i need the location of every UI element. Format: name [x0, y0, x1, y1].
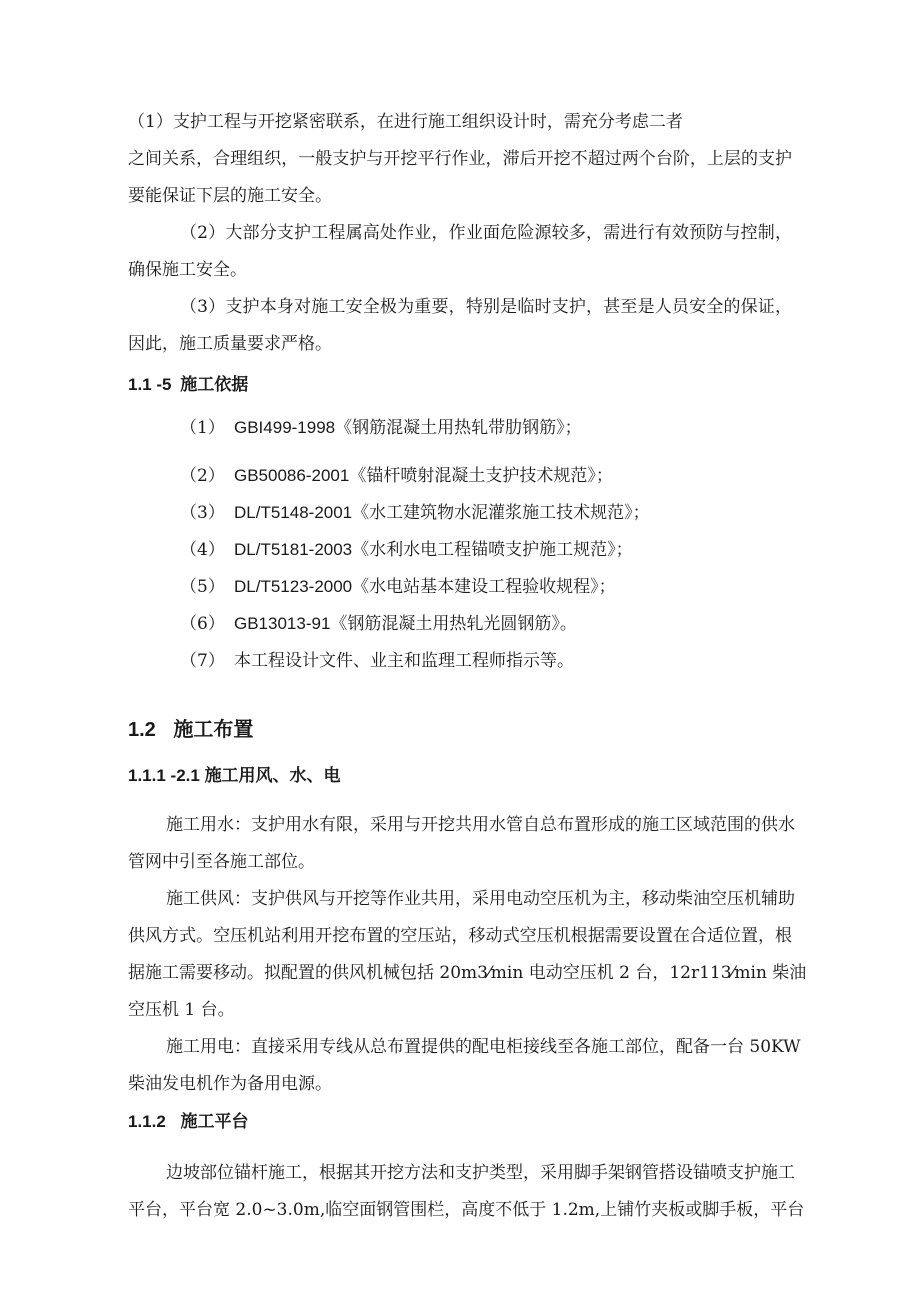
intro-p2-line2: 确保施工安全。: [128, 260, 247, 280]
section-heading-layout: [128, 718, 253, 742]
reference-title: 《水工建筑物水泥灌浆施工技术规范》；: [352, 503, 650, 523]
air-line1: 施工供风：支护供风与开挖等作业共用，采用电动空压机为主，移动柴油空压机辅助: [166, 889, 795, 909]
reference-item: [180, 649, 574, 673]
reference-number: （5）: [180, 577, 225, 597]
intro-p1-line2: 之间关系，合理组织，一般支护与开挖平行作业，滞后开挖不超过两个台阶，上层的支护: [128, 149, 792, 169]
section-title: 施工用风、水、电: [204, 766, 341, 785]
air-line4: 空压机 1 台。: [128, 1000, 235, 1020]
section-heading-utilities: [128, 764, 341, 788]
reference-item: [180, 501, 650, 525]
reference-code: GBI499-1998: [234, 418, 336, 437]
reference-item: [180, 575, 616, 599]
air-line2: 供风方式。空压机站利用开挖布置的空压站，移动式空压机根据需要设置在合适位置，根: [128, 926, 792, 946]
platform-line1: 边坡部位锚杆施工，根据其开挖方法和支护类型，采用脚手架钢管搭设锚喷支护施工: [166, 1163, 795, 1183]
reference-title: 《钢筋混凝土用热轧光圆钢筋》。: [330, 614, 577, 634]
intro-p1-line3: 要能保证下层的施工安全。: [128, 186, 332, 206]
reference-item: [180, 538, 633, 562]
reference-code: DL/T5181-2003: [234, 540, 353, 559]
reference-title: 本工程设计文件、业主和监理工程师指示等。: [234, 651, 574, 671]
platform-line2: 平台，平台宽 2.0~3.0m,临空面钢管围栏，高度不低于 1.2m,上铺竹夹板或脚手板，平台: [128, 1200, 805, 1220]
reference-number: （7）: [180, 651, 225, 671]
reference-title: 《锚杆喷射混凝土支护技术规范》；: [349, 466, 613, 486]
section-number: 1.2: [128, 719, 156, 741]
reference-item: [180, 416, 582, 440]
power-line2: 柴油发电机作为备用电源。: [128, 1074, 332, 1094]
reference-item: [180, 612, 577, 636]
intro-p1-line1: （1）支护工程与开挖紧密联系，在进行施工组织设计时，需充分考虑二者: [128, 112, 683, 132]
section-title: 施工依据: [180, 375, 249, 394]
intro-p3-line2: 因此，施工质量要求严格。: [128, 334, 332, 354]
reference-code: DL/T5123-2000: [234, 577, 353, 596]
reference-code: GB50086-2001: [234, 466, 350, 485]
section-number: 1.1.1 -2.1: [128, 766, 200, 785]
air-line3: 据施工需要移动。拟配置的供风机械包括 20m3⁄min 电动空压机 2 台，12r113⁄min 柴油: [128, 963, 807, 983]
section-title: 施工平台: [180, 1112, 249, 1131]
reference-title: 《钢筋混凝土用热轧带肋钢筋》；: [335, 418, 582, 438]
section-number: 1.1 -5: [128, 375, 172, 394]
reference-number: （3）: [180, 503, 225, 523]
section-heading-platform: [128, 1110, 249, 1134]
reference-item: [180, 464, 613, 488]
section-heading-basis: [128, 373, 248, 397]
reference-code: GB13013-91: [234, 614, 331, 633]
reference-number: （2）: [180, 466, 225, 486]
water-line2: 管网中引至各施工部位。: [128, 852, 315, 872]
reference-title: 《水利水电工程锚喷支护施工规范》；: [352, 540, 633, 560]
reference-code: DL/T5148-2001: [234, 503, 353, 522]
reference-number: （4）: [180, 540, 225, 560]
section-title: 施工布置: [173, 719, 254, 741]
reference-title: 《水电站基本建设工程验收规程》；: [352, 577, 616, 597]
water-line1: 施工用水：支护用水有限，采用与开挖共用水管自总布置形成的施工区域范围的供水: [166, 815, 795, 835]
reference-number: （6）: [180, 614, 225, 634]
power-line1: 施工用电：直接采用专线从总布置提供的配电柜接线至各施工部位，配备一台 50KW: [166, 1037, 801, 1057]
section-number: 1.1.2: [128, 1112, 166, 1131]
intro-p2-line1: （2）大部分支护工程属高处作业，作业面危险源较多，需进行有效预防与控制，: [180, 223, 792, 243]
reference-number: （1）: [180, 418, 225, 438]
intro-p3-line1: （3）支护本身对施工安全极为重要，特别是临时支护，甚至是人员安全的保证，: [180, 297, 792, 317]
